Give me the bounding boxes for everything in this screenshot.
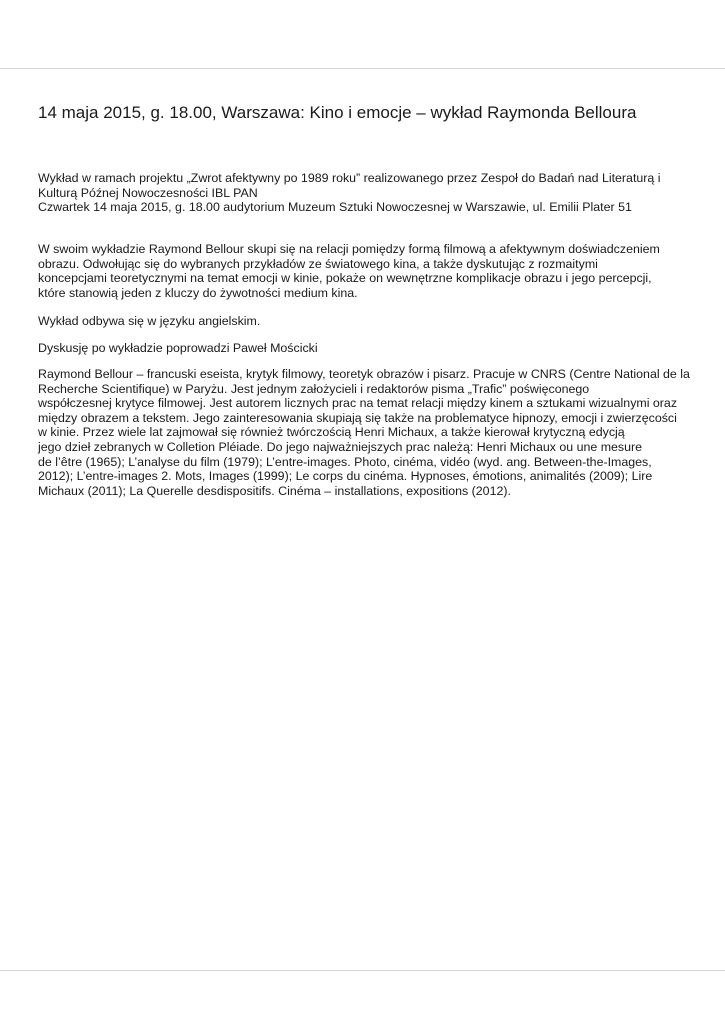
bio-line: de l’être (1965); L’analyse du film (1979); L’entre-images. Photo, cinéma, vidéo (wyd. ang. Between-the-Images, — [38, 454, 652, 469]
intro-line: Czwartek 14 maja 2015, g. 18.00 audytorium Muzeum Sztuki Nowoczesnej w Warszawie, ul. Emilii Plater 51 — [38, 200, 632, 215]
intro-line: Kulturą Późnej Nowoczesności IBL PAN — [38, 185, 258, 200]
page-title: 14 maja 2015, g. 18.00, Warszawa: Kino i emocje – wykład Raymonda Belloura — [38, 103, 637, 122]
bio-paragraph — [38, 367, 688, 498]
bio-line: Raymond Bellour – francuski eseista, krytyk filmowy, teoretyk obrazów i pisarz. Pracuje w CNRS (Centre National de la — [38, 367, 690, 381]
summary-line: które stanowią jeden z kluczy do żywotności medium kina. — [38, 285, 358, 300]
language-line: Wykład odbywa się w języku angielskim. — [38, 314, 261, 328]
discussion-line: Dyskusję po wykładzie poprowadzi Paweł Mościcki — [38, 341, 318, 355]
summary-line: W swoim wykładzie Raymond Bellour skupi się na relacji pomiędzy formą filmową a afektywnym doświadczeniem — [38, 242, 660, 256]
intro-paragraph — [38, 171, 688, 215]
bio-line: Michaux (2011); La Querelle desdispositifs. Cinéma – installations, expositions (2012). — [38, 483, 511, 498]
bio-line: 2012); L’entre-images 2. Mots, Images (1999); Le corps du cinéma. Hypnoses, émotions, animalités (2009); Lire — [38, 469, 653, 484]
top-divider — [0, 68, 725, 69]
bio-line: Recherche Scientifique) w Paryżu. Jest jednym założycieli i redaktorów pisma „Trafic” poświęconego — [38, 381, 590, 396]
bio-line: w kinie. Przez wiele lat zajmował się również twórczością Henri Michaux, a także kierował krytyczną edycją — [38, 425, 625, 440]
bio-line: współczesnej krytyce filmowej. Jest autorem licznych prac na temat relacji między kinem a sztukami wizualnymi oraz — [38, 396, 678, 411]
bio-line: jego dzieł zebranych w Colletion Pléiade. Do jego najważniejszych prac należą: Henri Michaux ou une mesure — [38, 439, 643, 454]
bottom-divider — [0, 970, 725, 971]
intro-line: Wykład w ramach projektu „Zwrot afektywny po 1989 roku” realizowanego przez Zespoł do Badań nad Literaturą i — [38, 171, 661, 185]
summary-paragraph — [38, 242, 688, 300]
discussion-note — [38, 341, 688, 356]
summary-line: koncepcjami teoretycznymi na temat emocji w kinie, pokaże on wewnętrzne komplikacje obrazu i jego percepcji, — [38, 271, 652, 286]
bio-line: między obrazem a tekstem. Jego zainteresowania skupiają się także na problematyce hipnozy, emocji i zwierzęcości — [38, 410, 677, 425]
language-note — [38, 314, 688, 329]
summary-line: obrazu. Odwołując się do wybranych przykładów ze światowego kina, a także dyskutując z rozmaitymi — [38, 256, 598, 271]
